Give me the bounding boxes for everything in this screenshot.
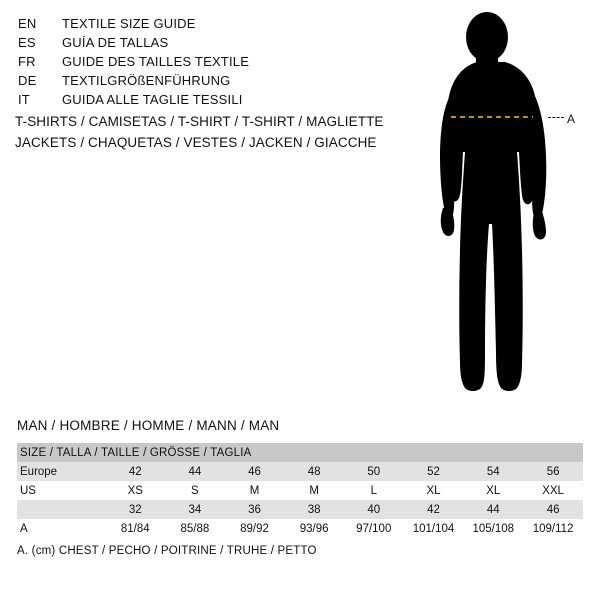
- cell-chest-4: 97/100: [344, 519, 404, 538]
- language-row-de: [18, 71, 398, 90]
- cell-europe-2: 46: [225, 462, 285, 481]
- cell-us-3: M: [284, 481, 344, 500]
- cell-europe-3: 48: [284, 462, 344, 481]
- measure-label-a: A: [567, 112, 576, 126]
- cell-numeric-1: 34: [165, 500, 225, 519]
- gender-heading: MAN / HOMBRE / HOMME / MANN / MAN: [17, 418, 280, 433]
- cell-numeric-7: 46: [523, 500, 583, 519]
- language-code-de: DE: [18, 73, 37, 88]
- cell-chest-5: 101/104: [404, 519, 464, 538]
- category-line-tshirts: T-SHIRTS / CAMISETAS / T-SHIRT / T-SHIRT / MAGLIETTE: [15, 114, 384, 129]
- row-label-europe: Europe: [17, 462, 105, 481]
- language-code-it: IT: [18, 92, 30, 107]
- cell-us-4: L: [344, 481, 404, 500]
- cell-numeric-2: 36: [225, 500, 285, 519]
- cell-chest-2: 89/92: [225, 519, 285, 538]
- category-block: [15, 111, 415, 153]
- language-row-it: [18, 90, 398, 109]
- cell-europe-4: 50: [344, 462, 404, 481]
- language-text-it: GUIDA ALLE TAGLIE TESSILI: [62, 92, 243, 107]
- table-header-label: SIZE / TALLA / TAILLE / GRÖSSE / TAGLIA: [17, 443, 583, 462]
- cell-us-5: XL: [404, 481, 464, 500]
- cell-europe-5: 52: [404, 462, 464, 481]
- size-table: [17, 443, 583, 538]
- cell-us-7: XXL: [523, 481, 583, 500]
- language-code-es: ES: [18, 35, 36, 50]
- language-text-en: TEXTILE SIZE GUIDE: [62, 16, 196, 31]
- cell-europe-0: 42: [105, 462, 165, 481]
- male-body-silhouette-icon: [415, 10, 595, 410]
- language-row-es: [18, 33, 398, 52]
- cell-chest-0: 81/84: [105, 519, 165, 538]
- cell-numeric-3: 38: [284, 500, 344, 519]
- cell-us-0: XS: [105, 481, 165, 500]
- language-text-fr: GUIDE DES TAILLES TEXTILE: [62, 54, 250, 69]
- row-label-chest: A: [17, 519, 105, 538]
- cell-chest-6: 105/108: [463, 519, 523, 538]
- table-header-row: [17, 443, 583, 462]
- cell-numeric-5: 42: [404, 500, 464, 519]
- language-text-de: TEXTILGRÖßENFÜHRUNG: [62, 73, 231, 88]
- cell-chest-3: 93/96: [284, 519, 344, 538]
- language-row-fr: [18, 52, 398, 71]
- footnote-chest: A. (cm) CHEST / PECHO / POITRINE / TRUHE / PETTO: [17, 545, 317, 557]
- table-row-europe: [17, 462, 583, 481]
- table-row-chest: [17, 519, 583, 538]
- language-text-es: GUÍA DE TALLAS: [62, 35, 169, 50]
- cell-chest-7: 109/112: [523, 519, 583, 538]
- cell-us-6: XL: [463, 481, 523, 500]
- table-row-numeric: [17, 500, 583, 519]
- cell-us-1: S: [165, 481, 225, 500]
- category-line-jackets: JACKETS / CHAQUETAS / VESTES / JACKEN / GIACCHE: [15, 135, 377, 150]
- cell-numeric-4: 40: [344, 500, 404, 519]
- language-code-fr: FR: [18, 54, 36, 69]
- cell-numeric-0: 32: [105, 500, 165, 519]
- cell-europe-6: 54: [463, 462, 523, 481]
- cell-us-2: M: [225, 481, 285, 500]
- language-header-block: [18, 14, 398, 109]
- cell-europe-1: 44: [165, 462, 225, 481]
- cell-europe-7: 56: [523, 462, 583, 481]
- cell-numeric-6: 44: [463, 500, 523, 519]
- row-label-us: US: [17, 481, 105, 500]
- language-code-en: EN: [18, 16, 37, 31]
- cell-chest-1: 85/88: [165, 519, 225, 538]
- table-row-us: [17, 481, 583, 500]
- language-row-en: [18, 14, 398, 33]
- figure-illustration: [415, 10, 595, 410]
- row-label-numeric: [17, 500, 105, 519]
- measure-leader-dashes: [548, 117, 564, 118]
